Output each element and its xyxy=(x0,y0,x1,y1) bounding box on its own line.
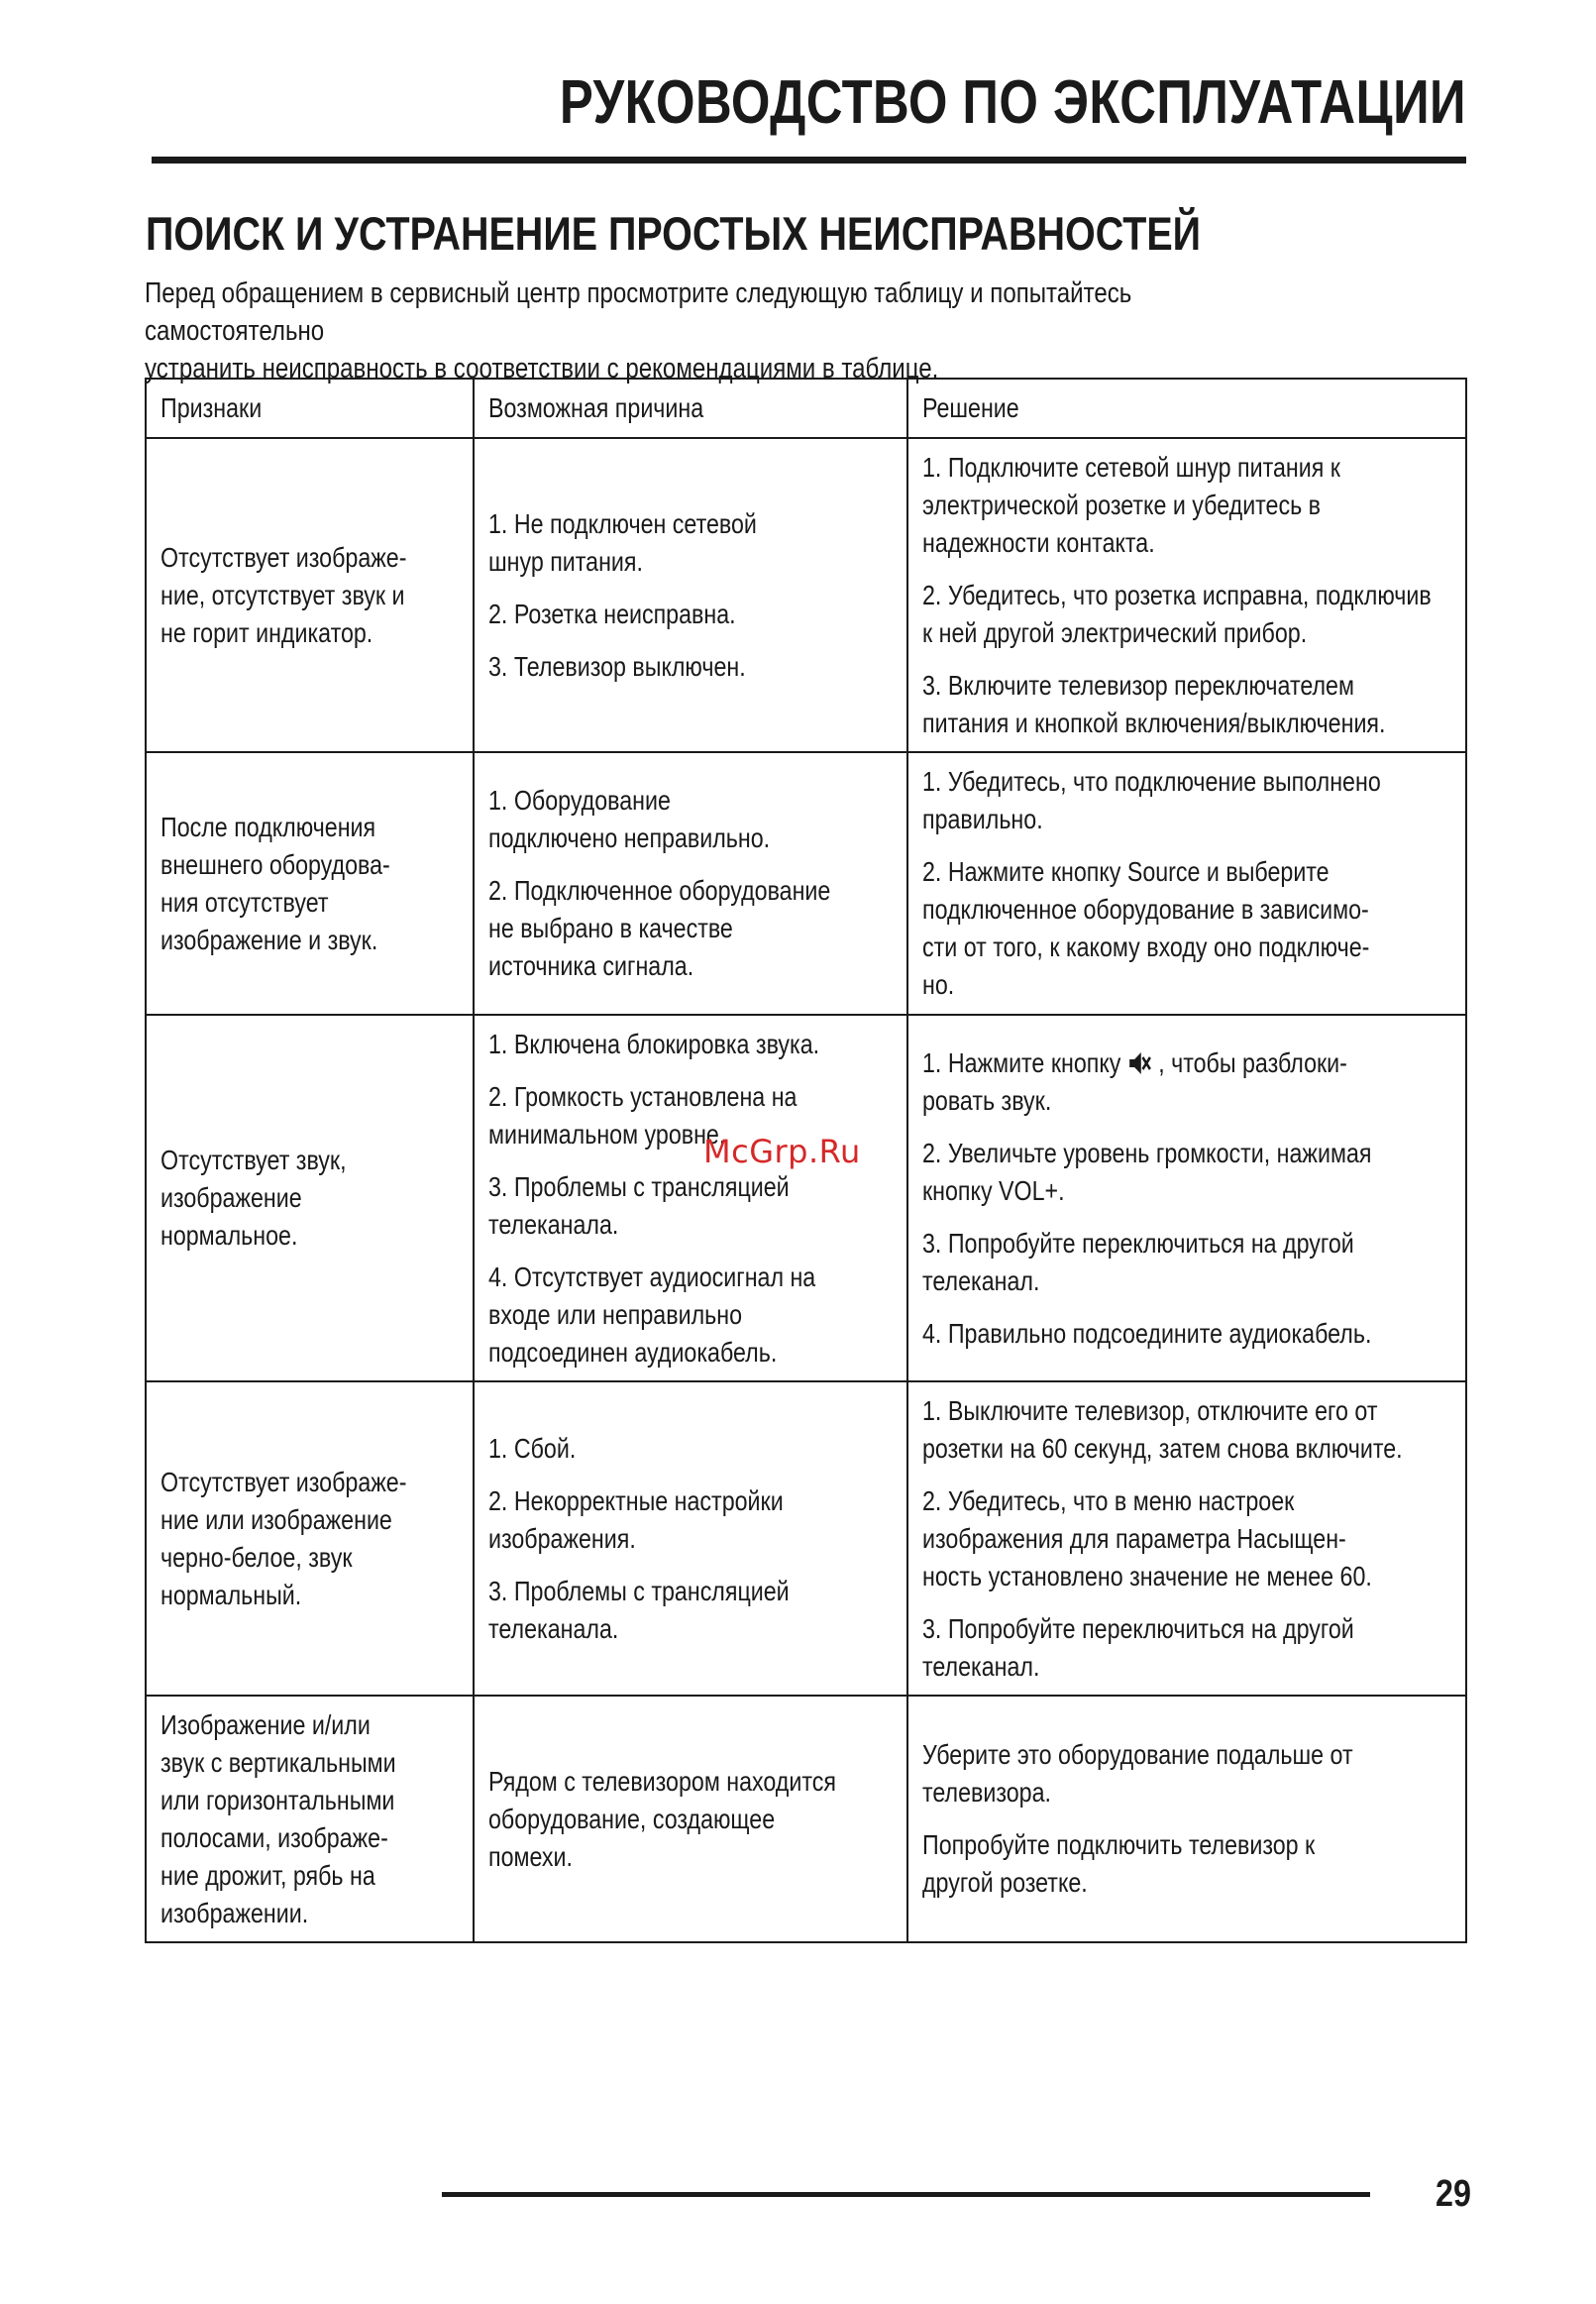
table-row xyxy=(146,1696,1466,1942)
symptom-text: Отсутствует звук, изображение нормальное. xyxy=(160,1145,347,1251)
symptom-cell xyxy=(146,752,474,1015)
solution-item: 2. Убедитесь, что розетка исправна, подключив к ней другой электрический прибор. xyxy=(922,579,1432,648)
cause-item: 1. Включена блокировка звука. xyxy=(488,1028,820,1059)
cause-cell xyxy=(474,438,907,752)
symptom-cell xyxy=(146,1381,474,1696)
mute-icon xyxy=(1127,1048,1152,1074)
cause-item: 1. Оборудование подключено неправильно. xyxy=(488,785,771,853)
header-cell-symptoms xyxy=(146,379,474,438)
cause-item: 1. Не подключен сетевой шнур питания. xyxy=(488,507,757,577)
solution-item: 3. Включите телевизор переключателем питания и кнопкой включения/выключения. xyxy=(922,669,1386,738)
cause-item: 2. Подключенное оборудование не выбрано в качестве источника сигнала. xyxy=(488,875,831,981)
solution-item: 1. Убедитесь, что подключение выполнено правильно. xyxy=(922,766,1381,834)
solution-cell xyxy=(907,438,1466,752)
symptom-text: Отсутствует изображе- ние или изображение черно-белое, звук нормальный. xyxy=(160,1466,407,1610)
watermark-text: McGrp.Ru xyxy=(703,1133,861,1170)
table-header-row xyxy=(146,379,1466,438)
solution-cell xyxy=(907,1015,1466,1381)
cause-cell xyxy=(474,1381,907,1696)
intro-paragraph xyxy=(145,274,1271,387)
header-label: Решение xyxy=(922,392,1019,423)
symptom-cell xyxy=(146,1015,474,1381)
solution-item: 2. Нажмите кнопку Source и выберите подключенное оборудование в зависимо- сти от того, к какому входу оно подключе- но. xyxy=(922,856,1370,1000)
cause-item: 2. Некорректные настройки изображения. xyxy=(488,1484,784,1554)
header-rule xyxy=(152,157,1466,164)
cause-item: 3. Телевизор выключен. xyxy=(488,650,746,682)
cause-cell xyxy=(474,752,907,1015)
solution-item: 1. Подключите сетевой шнур питания к электрической розетке и убедитесь в надежности контакта. xyxy=(922,451,1340,558)
solution-cell xyxy=(907,752,1466,1015)
cause-cell xyxy=(474,1696,907,1942)
solution-item: 1. Выключите телевизор, отключите его от розетки на 60 секунд, затем снова включите. xyxy=(922,1394,1403,1464)
solution-item: 2. Увеличьте уровень громкости, нажимая кнопку VOL+. xyxy=(922,1137,1372,1206)
solution-item: Попробуйте подключить телевизор к другой розетке. xyxy=(922,1829,1316,1898)
section-title: ПОИСК И УСТРАНЕНИЕ ПРОСТЫХ НЕИСПРАВНОСТЕЙ xyxy=(146,207,1202,260)
header-label: Признаки xyxy=(160,392,263,423)
cause-cell xyxy=(474,1015,907,1381)
symptom-text: После подключения внешнего оборудова- ния отсутствует изображение и звук. xyxy=(160,811,390,955)
cause-item: 2. Громкость установлена на минимальном уровне. xyxy=(488,1080,798,1150)
solution-item: 3. Попробуйте переключиться на другой телеканал. xyxy=(922,1612,1354,1682)
intro-line: Перед обращением в сервисный центр просмотрите следующую таблицу и попытайтесь самостоятельно xyxy=(145,277,1132,347)
table-row xyxy=(146,1015,1466,1381)
symptom-text: Изображение и/или звук с вертикальными или горизонтальными полосами, изображе- ние дрожит, рябь на изображении. xyxy=(160,1708,396,1928)
solution-item: 2. Убедитесь, что в меню настроек изображения для параметра Насыщен- ность установлено значение не менее 60. xyxy=(922,1484,1372,1591)
solution-cell xyxy=(907,1696,1466,1942)
solution-item: 3. Попробуйте переключиться на другой телеканал. xyxy=(922,1227,1354,1296)
table-row xyxy=(146,1381,1466,1696)
cause-item: 3. Проблемы с трансляцией телеканала. xyxy=(488,1575,790,1644)
symptom-text: Отсутствует изображе- ние, отсутствует звук и не горит индикатор. xyxy=(160,541,407,648)
cause-item: 3. Проблемы с трансляцией телеканала. xyxy=(488,1170,790,1240)
solution-cell xyxy=(907,1381,1466,1696)
symptom-cell xyxy=(146,1696,474,1942)
symptom-cell xyxy=(146,438,474,752)
cause-item: Рядом с телевизором находится оборудование, создающее помехи. xyxy=(488,1765,836,1872)
footer-rule xyxy=(442,2192,1370,2197)
cause-item: 2. Розетка неисправна. xyxy=(488,598,736,629)
header-label: Возможная причина xyxy=(488,392,704,423)
header-cell-causes xyxy=(474,379,907,438)
page-header-title: РУКОВОДСТВО ПО ЭКСПЛУАТАЦИИ xyxy=(559,68,1466,137)
solution-item: 1. Нажмите кнопку , чтобы разблоки- ровать звук. xyxy=(922,1046,1347,1116)
cause-item: 4. Отсутствует аудиосигнал на входе или неправильно подсоединен аудиокабель. xyxy=(488,1261,816,1368)
header-cell-solutions xyxy=(907,379,1466,438)
solution-item: 4. Правильно подсоедините аудиокабель. xyxy=(922,1317,1372,1349)
table-row xyxy=(146,438,1466,752)
intro-line: устранить неисправность в соответствии с рекомендациями в таблице. xyxy=(145,353,939,384)
cause-item: 1. Сбой. xyxy=(488,1432,577,1464)
page-number: 29 xyxy=(1436,2173,1471,2215)
solution-item: Уберите это оборудование подальше от телевизора. xyxy=(922,1739,1353,1808)
table-row xyxy=(146,752,1466,1015)
